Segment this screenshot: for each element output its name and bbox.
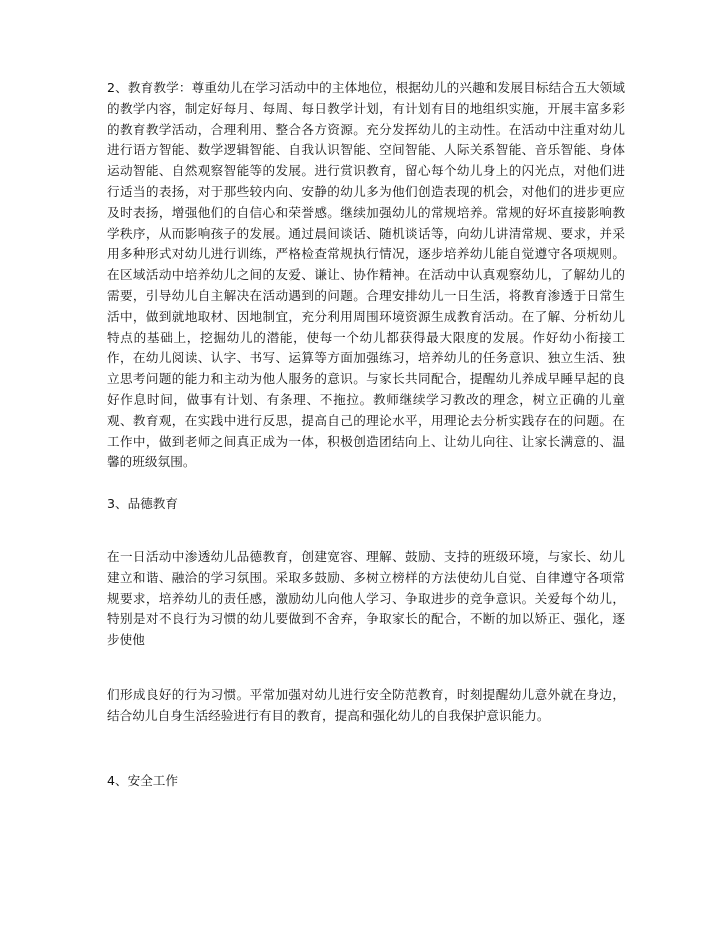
- section-3-paragraph-1: 在一日活动中渗透幼儿品德教育，创建宽容、理解、鼓励、支持的班级环境，与家长、幼儿建立和谐、融洽的学习氛围。采取多鼓励、多树立榜样的方法使幼儿自觉、自律遵守各项常规要求，培养幼儿的责任感，激励幼儿向他人学习、争取进步的竞争意识。关爱每个幼儿，特别是对不良行为习惯的幼儿要做到不舍弃，争取家长的配合，不断的加以矫正、强化，逐步使他: [107, 549, 625, 648]
- section-2-paragraph: 2、教育教学：尊重幼儿在学习活动中的主体地位，根据幼儿的兴趣和发展目标结合五大领域的教学内容，制定好每月、每周、每日教学计划，有计划有目的地组织实施，开展丰富多彩的教育教学活动，合理利用、整合各方资源。充分发挥幼儿的主动性。在活动中注重对幼儿进行语方智能、数学逻辑智能、自我认识智能、空间智能、人际关系智能、音乐智能、身体运动智能、自然观察智能等的发展。进行赏识教育，留心每个幼儿身上的闪光点，对他们进行适当的表扬，对于那些较内向、安静的幼儿多为他们创造表现的机会，对他们的进步更应及时表扬，增强他们的自信心和荣誉感。继续加强幼儿的常规培养。常规的好坏直接影响教学秩序，从而影响孩子的发展。通过晨间谈话、随机谈话等，向幼儿讲清常规、要求，并采用多种形式对幼儿进行训练，严格检查常规执行情况，逐步培养幼儿能自觉遵守各项规则。在区域活动中培养幼儿之间的友爱、谦让、协作精神。在活动中认真观察幼儿，了解幼儿的需要，引导幼儿自主解决在活动遇到的问题。合理安排幼儿一日生活，将教育渗透于日常生活中，做到就地取材、因地制宜，充分利用周围环境资源生成教育活动。在了解、分析幼儿特点的基础上，挖掘幼儿的潜能，使每一个幼儿都获得最大限度的发展。作好幼小衔接工作，在幼儿阅读、认字、书写、运算等方面加强练习，培养幼儿的任务意识、独立生活、独立思考问题的能力和主动为他人服务的意识。与家长共同配合，提醒幼儿养成早睡早起的良好作息时间，做事有计划、有条理、不拖拉。教师继续学习教改的理念，树立正确的儿童观、教育观，在实践中进行反思，提高自己的理论水平，用理论去分析实践存在的问题。在工作中，做到老师之间真正成为一体，积极创造团结向上、让幼儿向往、让家长满意的、温馨的班级氛围。: [107, 80, 625, 470]
- section-3-heading: 3、品德教育: [107, 496, 178, 511]
- section-4-heading: 4、安全工作: [107, 773, 178, 788]
- section-3-paragraph-2: 们形成良好的行为习惯。平常加强对幼儿进行安全防范教育，时刻提醒幼儿意外就在身边，结合幼儿自身生活经验进行有目的教育，提高和强化幼儿的自我保护意识能力。: [107, 687, 625, 723]
